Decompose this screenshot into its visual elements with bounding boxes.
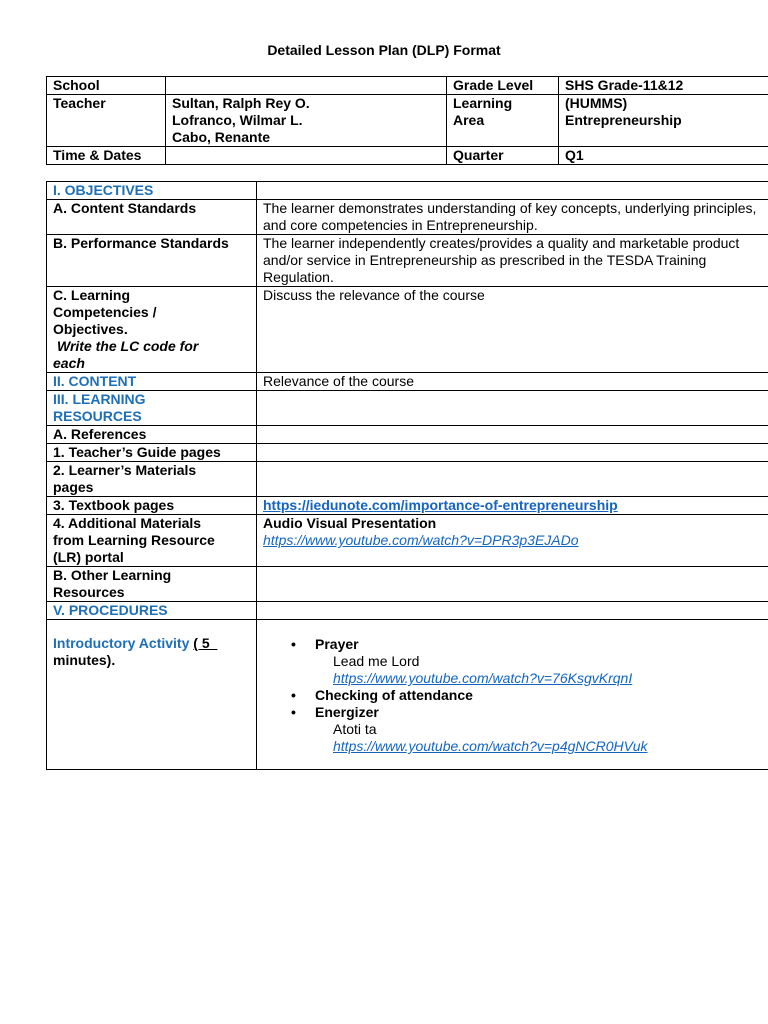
table-row xyxy=(47,200,768,235)
prayer-link-wrap xyxy=(263,670,768,687)
learners-materials-label-line: 2. Learner’s Materials xyxy=(53,462,197,478)
table-row xyxy=(47,147,768,165)
empty-cell xyxy=(257,182,768,200)
energizer-link[interactable]: https://www.youtube.com/watch?v=p4gNCR0HVuk xyxy=(333,738,648,754)
resources-heading-line: RESOURCES xyxy=(53,408,142,424)
empty-cell xyxy=(257,567,768,602)
competencies-note: Write the LC code for xyxy=(57,338,199,354)
additional-materials-label-line: from Learning Resource xyxy=(53,532,215,548)
competencies-label-line: Competencies / xyxy=(53,304,157,320)
list-item xyxy=(291,636,768,653)
empty-cell xyxy=(257,426,768,444)
textbook-link[interactable]: https://iedunote.com/importance-of-entrepreneurship xyxy=(263,497,618,513)
performance-standards-text: The learner independently creates/provides a quality and marketable product and/or service in Entrepreneurship as prescribed in the TESDA Training Regulation. xyxy=(257,235,768,287)
av-presentation-title: Audio Visual Presentation xyxy=(263,515,437,531)
content-text: Relevance of the course xyxy=(257,373,768,391)
energizer-link-wrap xyxy=(263,738,768,755)
empty-cell xyxy=(257,602,768,620)
activity-list xyxy=(263,636,768,653)
table-row xyxy=(47,287,768,373)
textbook-cell xyxy=(257,497,768,515)
learning-area-value-line: Entrepreneurship xyxy=(565,112,682,128)
other-resources-label xyxy=(47,567,257,602)
time-dates-value xyxy=(166,147,447,165)
table-row xyxy=(47,620,768,770)
grade-level-value: SHS Grade-11&12 xyxy=(559,77,768,95)
intro-label: Introductory Activity xyxy=(53,635,190,651)
learners-materials-label xyxy=(47,462,257,497)
table-row xyxy=(47,567,768,602)
references-label: A. References xyxy=(47,426,257,444)
header-table xyxy=(46,76,768,165)
other-resources-label-line: B. Other Learning xyxy=(53,567,172,583)
textbook-label: 3. Textbook pages xyxy=(47,497,257,515)
learners-materials-label-line: pages xyxy=(53,479,94,495)
content-standards-label: A. Content Standards xyxy=(47,200,257,235)
learning-area-value-line: (HUMMS) xyxy=(565,95,628,111)
teachers-guide-label: 1. Teacher’s Guide pages xyxy=(47,444,257,462)
activity-list xyxy=(263,687,768,721)
empty-cell xyxy=(257,462,768,497)
teacher-name: Sultan, Ralph Rey O. xyxy=(172,95,310,111)
intro-time-unit: minutes). xyxy=(53,652,116,668)
learning-area-label-line: Learning xyxy=(453,95,513,111)
time-dates-label: Time & Dates xyxy=(47,147,166,165)
prayer-label: Prayer xyxy=(315,636,359,652)
table-row xyxy=(47,602,768,620)
document-title: Detailed Lesson Plan (DLP) Format xyxy=(267,42,501,58)
empty-cell xyxy=(257,444,768,462)
table-row xyxy=(47,391,768,426)
table-row xyxy=(47,77,768,95)
additional-materials-cell xyxy=(257,515,768,567)
attendance-label: Checking of attendance xyxy=(315,687,473,703)
lesson-plan-table xyxy=(46,181,768,770)
table-row xyxy=(47,95,768,147)
competencies-label-line: C. Learning xyxy=(53,287,131,303)
table-row xyxy=(47,462,768,497)
procedures-heading: V. PROCEDURES xyxy=(47,602,257,620)
competencies-label-line: Objectives. xyxy=(53,321,128,337)
table-row xyxy=(47,497,768,515)
teacher-label: Teacher xyxy=(47,95,166,147)
table-row xyxy=(47,235,768,287)
teacher-name: Cabo, Renante xyxy=(172,129,271,145)
competencies-note: each xyxy=(53,355,85,371)
additional-materials-label-line: (LR) portal xyxy=(53,549,124,565)
teacher-names xyxy=(166,95,447,147)
introductory-activity-items xyxy=(257,620,768,770)
competencies-label xyxy=(47,287,257,373)
av-presentation-link[interactable]: https://www.youtube.com/watch?v=DPR3p3EJADo xyxy=(263,532,579,548)
energizer-label: Energizer xyxy=(315,704,379,720)
performance-standards-label: B. Performance Standards xyxy=(47,235,257,287)
introductory-activity-label xyxy=(47,620,257,770)
table-row xyxy=(47,515,768,567)
school-label: School xyxy=(47,77,166,95)
list-item xyxy=(291,704,768,721)
table-row xyxy=(47,182,768,200)
prayer-link[interactable]: https://www.youtube.com/watch?v=76KsgvKrqnI xyxy=(333,670,633,686)
content-heading: II. CONTENT xyxy=(47,373,257,391)
table-row xyxy=(47,373,768,391)
table-row xyxy=(47,444,768,462)
other-resources-label-line: Resources xyxy=(53,584,125,600)
table-row xyxy=(47,426,768,444)
empty-cell xyxy=(257,391,768,426)
objectives-heading: I. OBJECTIVES xyxy=(47,182,257,200)
additional-materials-label-line: 4. Additional Materials xyxy=(53,515,202,531)
prayer-song: Lead me Lord xyxy=(333,653,420,669)
additional-materials-label xyxy=(47,515,257,567)
grade-level-label: Grade Level xyxy=(447,77,559,95)
learning-area-label-line: Area xyxy=(453,112,485,128)
energizer-song: Atoti ta xyxy=(333,721,377,737)
school-value xyxy=(166,77,447,95)
resources-heading xyxy=(47,391,257,426)
competencies-text: Discuss the relevance of the course xyxy=(257,287,768,373)
teacher-name: Lofranco, Wilmar L. xyxy=(172,112,303,128)
list-item xyxy=(291,687,768,704)
intro-time: ( 5_ xyxy=(193,635,218,651)
quarter-label: Quarter xyxy=(447,147,559,165)
quarter-value: Q1 xyxy=(559,147,768,165)
learning-area-label xyxy=(447,95,559,147)
content-standards-text: The learner demonstrates understanding of key concepts, underlying principles, and core competencies in Entrepreneurship. xyxy=(257,200,768,235)
resources-heading-line: III. LEARNING xyxy=(53,391,146,407)
learning-area-value xyxy=(559,95,768,147)
